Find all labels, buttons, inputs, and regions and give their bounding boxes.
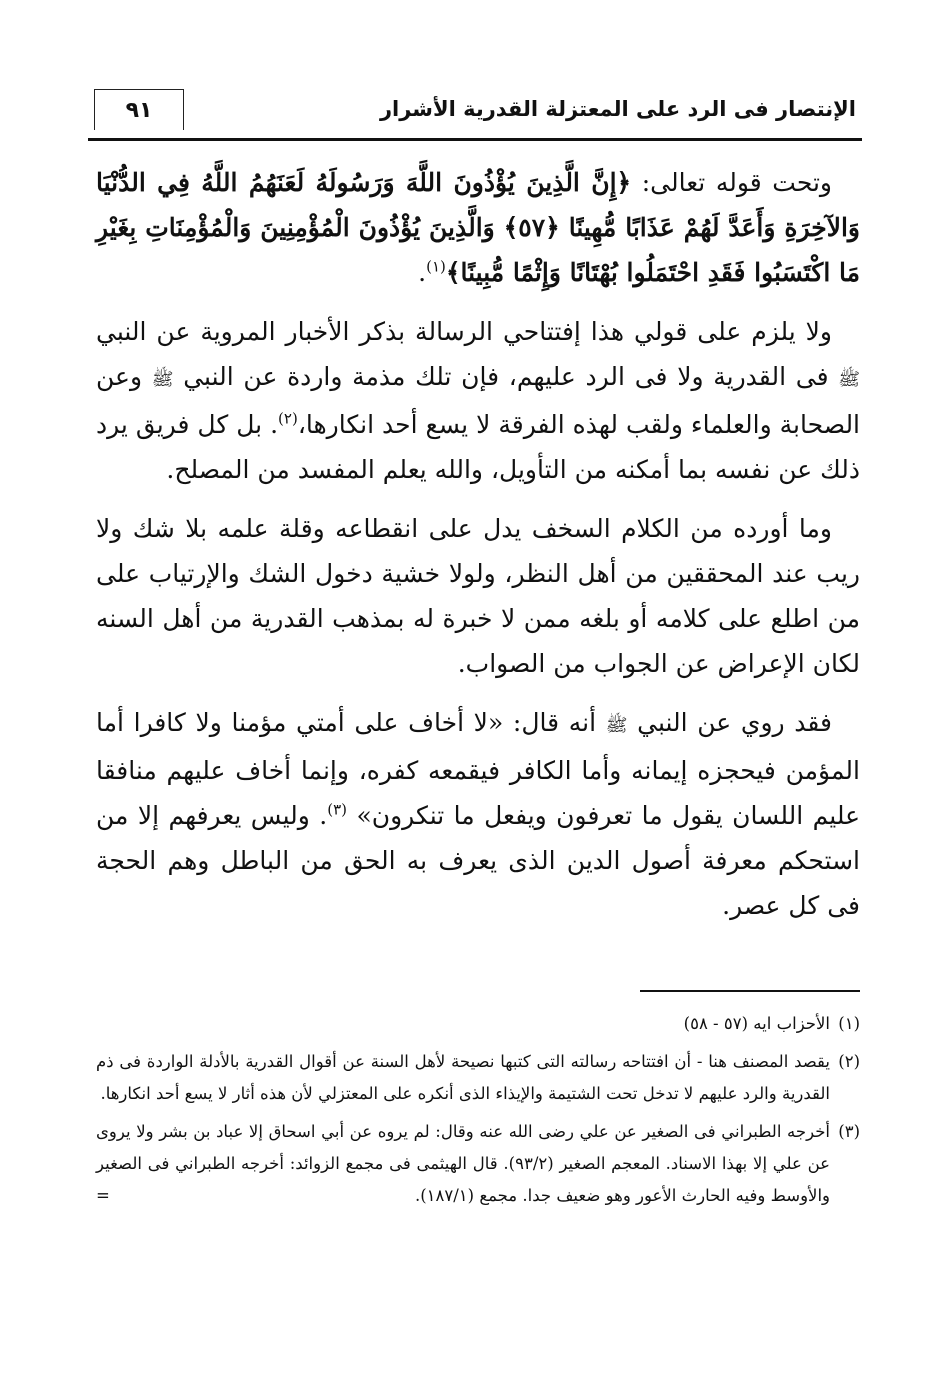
footnote-text: أخرجه الطبراني فى الصغير عن علي رضى الله عنه وقال: لم يروه عن أبي اسحاق إلا عباد بن بشر ولا يروى عن علي إلا بهذا الاسناد. المعجم الصغير (٩٣/٢). قال الهيثمى فى مجمع الزوائد: أخرجه الطبراني فى الصغير والأوسط وفيه الحارث الأعور وهو ضعيف جدا. مجمع (١٨٧/١). [96,1122,831,1205]
p4-b: أنه قال: «لا أخاف على أمتي مؤمنا ولا كافرا أما المؤمن فيحجزه إيمانه وأما الكافر فيقمعه كفره، وإنما أخاف عليهم منافقا عليم اللسان يقول ما تعرفون ويفعل ما تنكرون» [96,708,861,830]
salla-ligature-3: ﷺ [605,715,628,736]
quran-verse: ﴿إِنَّ الَّذِينَ يُؤْذُونَ اللَّهَ وَرَسُولَهُ لَعَنَهُمُ اللَّهُ فِي الدُّنْيَا وَالآخِرَةِ وَأَعَدَّ لَهُمْ عَذَابًا مُّهِينًا ﴿٥٧﴾ وَالَّذِينَ يُؤْذُونَ الْمُؤْمِنِينَ وَالْمُؤْمِنَاتِ بِغَيْرِ مَا اكْتَسَبُوا فَقَدِ احْتَمَلُوا بُهْتَانًا وَإِثْمًا مُّبِينًا﴾ [96,168,860,287]
p2-c: وعن الصحابة والعلماء ولقب لهذه الفرقة لا يسع أحد انكارها، [96,362,861,439]
p2-b: فى القدرية ولا فى الرد عليهم، فإن تلك مذمة واردة عن النبي [183,362,829,391]
p1-end: . [418,258,427,287]
p4-a: فقد روي عن النبي [637,708,832,737]
paragraph-3: وما أورده من الكلام السخف يدل على انقطاعه وقلة علمه بلا شك ولا ريب عند المحققين من أهل النظر، ولولا خشية دخول الشك والإرتياب على من اطلع على كلامه أو بلغه ممن لا خبرة له بمذهب القدرية من أهل السنه لكان الإعراض عن الجواب من الصواب. [96,514,860,678]
footnote-ref-2: (٢) [278,409,298,428]
footnote-text: الأحزاب ايه (٥٧ - ٥٨) [683,1014,830,1033]
footnote-ref-1: (١) [426,257,446,276]
page-number: ٩١ [94,89,184,130]
header-rule [88,138,862,141]
salla-ligature-2: ﷺ [151,369,174,390]
footnote-number: (١) [838,1014,860,1033]
paragraph-4 [96,700,860,928]
footnote-text: يقصد المصنف هنا - أن افتتاحه رسالته التى كتبها نصيحة لأهل السنة عن أقوال القدرية بالأدلة الواردة فى ذم القدرية والرد عليهم لا تدخل تحت الشتيمة والإيذاء الذى أنكره على المعتزلي لأن هذه أثار لا يسع أحد انكارها. [96,1052,830,1103]
p4-c: . وليس يعرفهم إلا من استحكم معرفة أصول الدين الذى يعرف به الحق من الباطل وهم الحجة فى كل عصر. [96,801,860,920]
paragraph-1 [96,160,860,295]
footnote-number: (٢) [838,1052,860,1071]
footnote-separator [640,990,860,992]
footnote-3 [96,1116,860,1212]
continuation-mark: = [96,1186,110,1205]
main-text [96,160,860,942]
footnote-number: (٣) [838,1122,860,1141]
p2-a: ولا يلزم على قولي هذا إفتتاحي الرسالة بذكر الأخبار المروية عن النبي [96,317,832,346]
p1-lead: وتحت قوله تعالى: [641,168,833,197]
footnote-ref-3: (٣) [327,800,348,819]
salla-ligature-1: ﷺ [838,369,860,390]
p2-d: . بل كل فريق يرد ذلك عن نفسه بما أمكنه من التأويل، والله يعلم المفسد من المصلح. [96,410,860,484]
footnote-2 [96,1046,860,1110]
running-title: الإنتصار فى الرد على المعتزلة القدرية الأشرار [379,97,856,121]
footnote-1 [96,1008,860,1040]
page-header [88,85,862,141]
paragraph-2 [96,309,860,492]
footnotes [96,1008,860,1218]
